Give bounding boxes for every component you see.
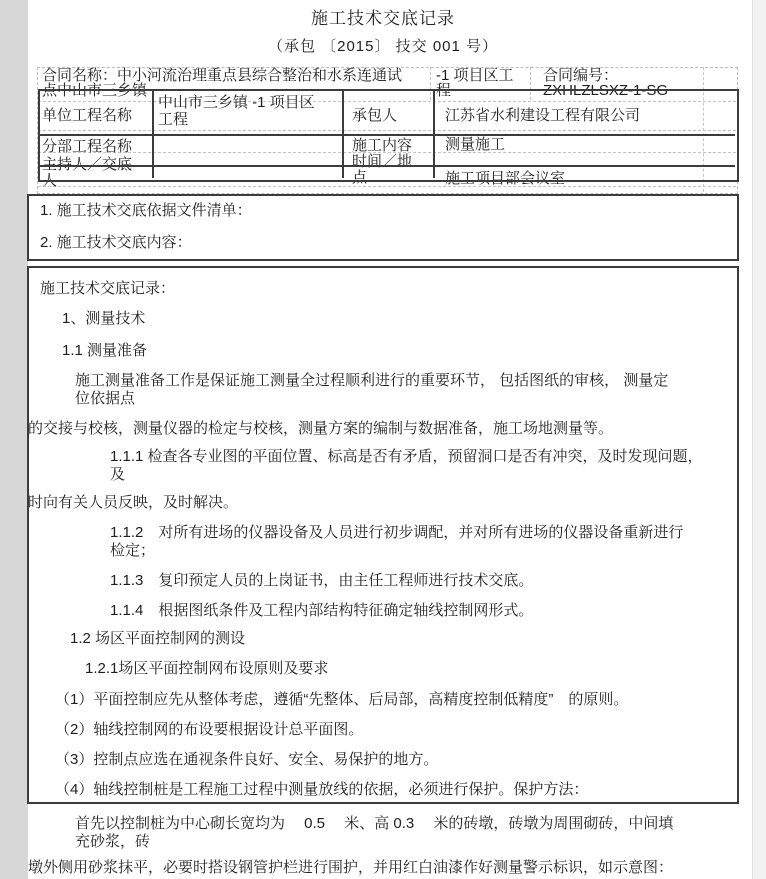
table-border [38,165,735,167]
contract-name-line1: 合同名称：中小河流治理重点县综合整治和水系连通试 [42,67,403,84]
record-line: 1.1.3 复印预定人员的上岗证书，由主任工程师进行技术交底。 [110,572,534,589]
project-area-line2: 程 [436,82,452,99]
record-line: 1.1.2 对所有进场的仪器设备及人员进行初步调配，并对所有进场的仪器设备重新进行 [110,524,684,541]
contract-no-value: ZXHLZLSXZ-1-SG [543,82,669,99]
record-line: 1.2.1场区平面控制网布设原则及要求 [85,660,329,677]
record-line: （4）轴线控制桩是工程施工过程中测量放线的依据，必须进行保护。保护方法： [55,781,589,798]
footer-line: 首先以控制桩为中心砌长宽均为 0.5 米、高 0.3 米的砖墩，砖墩为周围砌砖，中间填 [75,815,674,832]
page-subtitle: （承包 〔2015〕 技交 001 号） [267,38,499,55]
content-label: 施工内容 [352,137,413,154]
page-left-margin [0,0,28,879]
record-line: 1.2 场区平面控制网的测设 [70,630,246,647]
footer-line: 墩外侧用砂浆抹平，必要时搭设钢管护栏进行围护，并用红白油漆作好测量警示标识，如示意图： [28,859,674,876]
contract-no-label: 合同编号： [543,67,619,84]
time-place-label-1: 时间／地 [352,153,413,170]
record-line: 检定； [110,542,156,559]
checklist-item-1: 1. 施工技术交底依据文件清单： [40,202,252,219]
record-line: 位依据点 [75,390,136,407]
division-label: 分部工程名称 [42,138,133,155]
table-border [38,134,735,136]
contract-name-line2: 点中山市三乡镇 [42,82,148,99]
record-box-border [27,266,739,804]
record-line: （1）平面控制应先从整体考虑，遵循“先整体、后局部，高精度控制低精度” 的原则。 [55,691,629,708]
record-line: （3）控制点应选在通视条件良好、安全、易保护的地方。 [55,751,439,768]
location-value: 施工项目部会议室 [445,170,566,187]
record-line: 的交接与校核，测量仪器的检定与校核，测量方案的编制与数据准备，施工场地测量等。 [28,420,614,437]
record-line: 1.1.4 根据图纸条件及工程内部结构特征确定轴线控制网形式。 [110,602,534,619]
record-line: 及 [110,466,126,483]
page-right-margin [752,0,766,879]
record-line: 1.1.1 检查各专业图的平面位置、标高是否有矛盾，预留洞口是否有冲突，及时发现问题， [110,448,703,465]
unit-project-value-1: 中山市三乡镇 -1 项目区 [158,94,315,111]
record-line: 施工技术交底记录： [40,280,176,297]
table-dashed-gridline [38,186,736,187]
record-line: （2）轴线控制网的布设要根据设计总平面图。 [55,721,364,738]
footer-line: 充砂浆，砖 [75,833,151,850]
content-value: 测量施工 [445,136,506,153]
checklist-item-2: 2. 施工技术交底内容： [40,234,192,251]
host-label-2: 人 [42,172,58,189]
unit-project-value-2: 工程 [158,111,189,128]
contractor-value: 江苏省水利建设工程有限公司 [445,107,641,124]
contractor-label: 承包人 [352,107,398,124]
checklist-box-border [27,194,739,261]
record-line: 时向有关人员反映，及时解决。 [28,494,239,511]
record-line: 1、测量技术 [62,310,146,327]
host-label-1: 主持人／交底 [42,156,133,173]
time-place-label-2: 点 [352,169,368,186]
unit-project-label: 单位工程名称 [42,107,133,124]
record-line: 施工测量准备工作是保证施工测量全过程顺利进行的重要环节， 包括图纸的审核， 测量定 [75,372,669,389]
page-title: 施工技术交底记录 [311,9,455,28]
project-area-line1: -1 项目区工 [436,67,514,84]
record-line: 1.1 测量准备 [62,342,148,359]
